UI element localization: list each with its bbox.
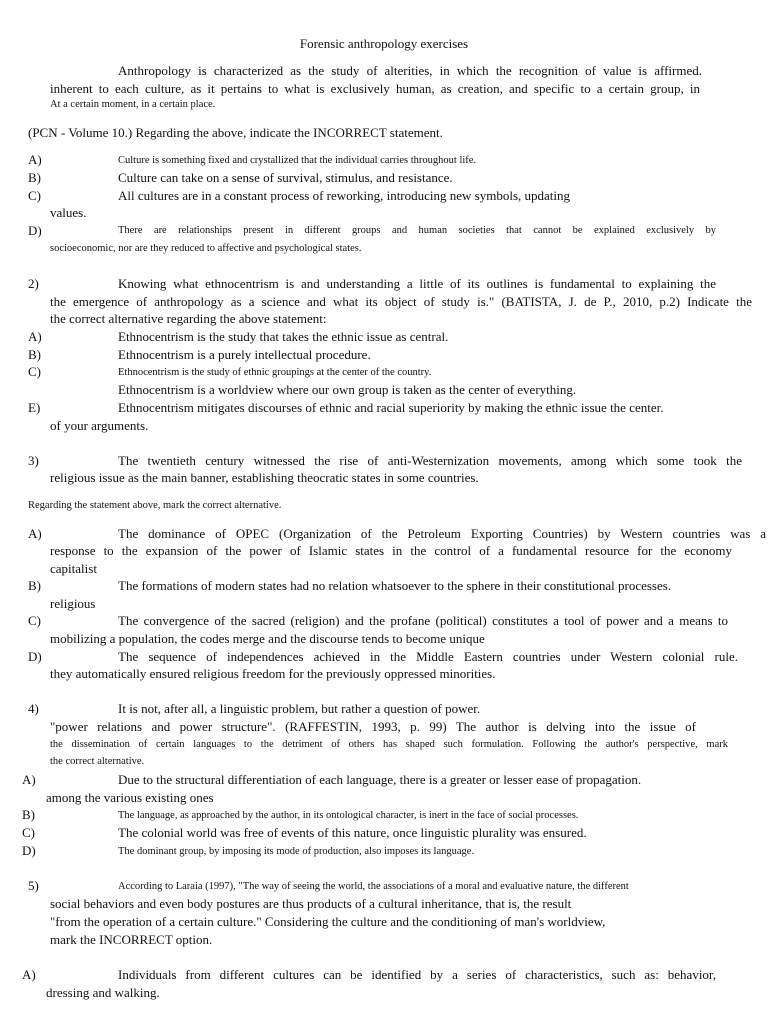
q3-option-b-text: The formations of modern states had no relation whatsoever to the sphere in their constitutional processes. [118,578,672,593]
q3-option-c-text: The convergence of the sacred (religion) and the profane (political) constitutes a tool of power and a means to [118,613,728,628]
q5-statement-line-1: According to Laraia (1997), "The way of seeing the world, the associations of a moral and evaluative nature, the different [118,881,629,892]
q5-option-a-marker: A) [22,967,36,982]
q4-option-c-text: The colonial world was free of events of this nature, once linguistic plurality was ensured. [118,825,587,840]
q4-option-d-marker: D) [22,843,36,858]
intro-line-2: inherent to each culture, as it pertains to what is exclusively human, as creation, and specific to a certain group, in [50,81,700,96]
q4-statement-line-4: the correct alternative. [50,756,145,767]
q1-stem: (PCN - Volume 10.) Regarding the above, indicate the INCORRECT statement. [28,125,443,140]
q4-option-a-marker: A) [22,772,36,787]
q3-statement-line-1: The twentieth century witnessed the rise of anti-Westernization movements, among which some took the [118,453,742,468]
q3-option-c-continuation: mobilizing a population, the codes merge and the discourse tends to become unique [50,631,485,646]
q5-option-a-text: Individuals from different cultures can be identified by a series of characteristics, such as: behavior, [118,967,716,982]
q2-option-c-marker: C) [28,364,41,379]
q5-option-a-continuation: dressing and walking. [46,985,160,1000]
q2-option-b-marker: B) [28,347,41,362]
q3-option-a-text: The dominance of OPEC (Organization of the Petroleum Exporting Countries) by Western countries was a [118,526,766,541]
q1-option-c-continuation: values. [50,205,87,220]
q2-statement-line-1: Knowing what ethnocentrism is and understanding a little of its outlines is fundamental to explaining the [118,276,716,291]
q3-stem: Regarding the statement above, mark the correct alternative. [28,500,282,511]
q3-statement-line-2: religious issue as the main banner, establishing theocratic states in some countries. [50,470,479,485]
q4-number: 4) [28,701,39,716]
q5-statement-line-4: mark the INCORRECT option. [50,932,213,947]
q1-option-b-marker: B) [28,170,41,185]
q3-option-c-marker: C) [28,613,41,628]
q1-option-c-text: All cultures are in a constant process of reworking, introducing new symbols, updating [118,188,571,203]
q2-option-c-text: Ethnocentrism is the study of ethnic groupings at the center of the country. [118,367,432,378]
q5-statement-line-2: social behaviors and even body postures are thus products of a cultural inheritance, that is, the result [50,896,572,911]
q1-option-d-text: There are relationships present in different groups and human societies that cannot be explained exclusively by [118,225,716,236]
q2-number: 2) [28,276,39,291]
q3-option-d-marker: D) [28,649,42,664]
q4-option-b-marker: B) [22,807,35,822]
q2-option-e-continuation: of your arguments. [50,418,149,433]
q2-option-a-marker: A) [28,329,42,344]
q5-number: 5) [28,878,39,893]
q1-option-d-marker: D) [28,223,42,238]
q4-option-a-text: Due to the structural differentiation of each language, there is a greater or lesser ease of propagation. [118,772,642,787]
q2-option-e-text: Ethnocentrism mitigates discourses of ethnic and racial superiority by making the ethnic issue the center. [118,400,664,415]
q4-option-d-text: The dominant group, by imposing its mode of production, also imposes its language. [118,846,475,857]
q4-option-c-marker: C) [22,825,35,840]
q3-option-a-line-2: response to the expansion of the power of Islamic states in the control of a fundamental resource for the economy [50,543,732,558]
q1-option-a-text: Culture is something fixed and crystallized that the individual carries throughout life. [118,155,477,166]
q2-option-d-text: Ethnocentrism is a worldview where our own group is taken as the center of everything. [118,382,577,397]
q2-statement-line-3: the correct alternative regarding the above statement: [50,311,327,326]
q3-option-a-marker: A) [28,526,42,541]
q4-option-a-continuation: among the various existing ones [46,790,214,805]
q2-option-b-text: Ethnocentrism is a purely intellectual procedure. [118,347,371,362]
q4-statement-line-1: It is not, after all, a linguistic problem, but rather a question of power. [118,701,481,716]
q2-statement-line-2: the emergence of anthropology as a science and what its object of study is." (BATISTA, J. de P., 2010, p.2) Indicate the [50,294,752,309]
q1-option-c-marker: C) [28,188,41,203]
q2-option-a-text: Ethnocentrism is the study that takes the ethnic issue as central. [118,329,449,344]
q4-statement-line-2: "power relations and power structure". (RAFFESTIN, 1993, p. 99) The author is delving into the issue of [50,719,696,734]
intro-line-3: At a certain moment, in a certain place. [50,99,216,110]
q3-option-b-continuation: religious [50,596,96,611]
q1-option-d-continuation: socioeconomic, nor are they reduced to affective and psychological states. [50,243,362,254]
q3-option-b-marker: B) [28,578,41,593]
q2-option-e-marker: E) [28,400,41,415]
q1-option-b-text: Culture can take on a sense of survival, stimulus, and resistance. [118,170,453,185]
q5-statement-line-3: "from the operation of a certain culture." Considering the culture and the conditioning of man's worldview, [50,914,606,929]
intro-line-1: Anthropology is characterized as the study of alterities, in which the recognition of value is affirmed. [118,63,702,78]
q3-option-a-line-3: capitalist [50,561,97,576]
q4-statement-line-3: the dissemination of certain languages to the detriment of others has shaped such formulation. Following the author's perspective, mark [50,739,728,750]
q3-number: 3) [28,453,39,468]
q3-option-d-continuation: they automatically ensured religious freedom for the previously oppressed minorities. [50,666,496,681]
page-title: Forensic anthropology exercises [299,36,469,51]
q1-option-a-marker: A) [28,152,42,167]
q3-option-d-text: The sequence of independences achieved in the Middle Eastern countries under Western colonial rule. [118,649,738,664]
q4-option-b-text: The language, as approached by the author, in its ontological character, is inert in the face of social processes. [118,810,579,821]
